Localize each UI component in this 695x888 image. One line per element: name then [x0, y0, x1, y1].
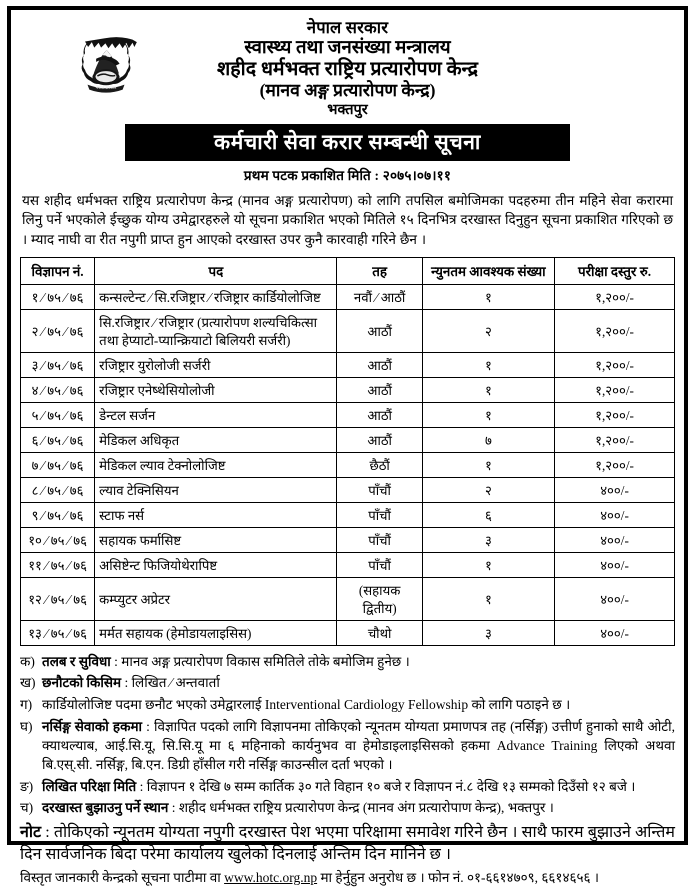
- cell-fee: १,२००/-: [555, 309, 675, 352]
- footer-after-link: मा हेर्नुहुन अनुरोध छ । फोन नं. ०१-६६१४७०९, ६६१४६५६ ।: [317, 870, 600, 886]
- org-line-ministry: स्वास्थ्य तथा जनसंख्या मन्त्रालय: [244, 37, 451, 58]
- table-row: [21, 477, 675, 502]
- cell-quantity: १: [422, 284, 554, 309]
- cell-ad-no: ५ ⁄ ७५ ⁄ ७६: [21, 402, 95, 427]
- cell-level: आठौं: [337, 309, 422, 352]
- note-body: [42, 673, 675, 692]
- table-row: [21, 452, 675, 477]
- note-marker: घ): [20, 718, 33, 734]
- note-marker: ग): [20, 696, 33, 712]
- post-line-1: ल्याव टेक्निसियन: [99, 482, 179, 498]
- cell-level: आठौं: [337, 402, 422, 427]
- post-line-1: रजिष्ट्रार एनेष्थेसियोलोजी: [99, 382, 215, 398]
- cell-level: पाँचौं: [337, 477, 422, 502]
- cell-fee: ४००/-: [555, 502, 675, 527]
- footnote: [20, 820, 675, 864]
- table-row: [21, 427, 675, 452]
- cell-quantity: १: [422, 577, 554, 620]
- header-post: पद: [95, 257, 337, 284]
- table-row: [21, 377, 675, 402]
- cell-level: पाँचौं: [337, 552, 422, 577]
- cell-quantity: ७: [422, 427, 554, 452]
- note-marker: च): [20, 800, 34, 816]
- note-body: [42, 717, 675, 774]
- cell-ad-no: १२ ⁄ ७५ ⁄ ७६: [21, 577, 95, 620]
- table-row: [21, 309, 675, 352]
- website-link[interactable]: www.hotc.org.np: [224, 870, 318, 886]
- note-item: [20, 717, 675, 774]
- cell-fee: ४००/-: [555, 527, 675, 552]
- header-fee: परीक्षा दस्तुर रु.: [555, 257, 675, 284]
- cell-quantity: १: [422, 452, 554, 477]
- cell-quantity: १: [422, 377, 554, 402]
- cell-quantity: ३: [422, 527, 554, 552]
- footnote-label: नोट: [20, 823, 42, 841]
- note-text: : मानव अङ्ग प्रत्यारोपण विकास समितिले तोके बमोजिम हुनेछ ।: [110, 653, 410, 669]
- note-text: : विज्ञापित पदको लागि विज्ञापनमा तोकिएको न्यूनतम योग्यता प्रमाणपत्र तह (नर्सिङ्ग) उत्तीर्ण हुनाको साथै ओटी, क्याथल्याब, आई.सि.यू, सि.सि.यू मा ६ महिनाको कार्यनुभव वा हेमोडाइलाइसिसको हकमा Advance Training लिएको अथवा बि.एस्.सी. नर्सिङ्ग, बि.एन. डिग्री हाँसील गरी नर्सिङ्ग काउन्सील दर्ता भएको ।: [42, 718, 675, 772]
- note-item: [20, 673, 675, 692]
- cell-post: [95, 377, 337, 402]
- cell-fee: १,२००/-: [555, 402, 675, 427]
- cell-fee: ४००/-: [555, 620, 675, 645]
- post-line-1: रजिष्ट्रार युरोलोजी सर्जरी: [99, 357, 211, 373]
- post-line-2: तथा हेप्याटो-प्यान्क्रियाटो बिलियरी सर्जरी): [99, 332, 291, 348]
- org-line-government: नेपाल सरकार: [306, 18, 389, 37]
- cell-post: [95, 402, 337, 427]
- cell-ad-no: ८ ⁄ ७५ ⁄ ७६: [21, 477, 95, 502]
- cell-fee: १,२००/-: [555, 284, 675, 309]
- cell-post: [95, 352, 337, 377]
- cell-fee: १,२००/-: [555, 427, 675, 452]
- notice-header: [20, 15, 675, 184]
- post-line-1: सहायक फर्मासिष्ट: [99, 532, 182, 548]
- note-body: [42, 695, 675, 714]
- note-body: [42, 798, 675, 817]
- org-line-center-sub: (मानव अङ्ग प्रत्यारोपण केन्द्र): [259, 80, 436, 101]
- cell-ad-no: २ ⁄ ७५ ⁄ ७६: [21, 309, 95, 352]
- post-line-1: असिष्टेन्ट फिजियोथेरापिष्ट: [99, 557, 218, 573]
- cell-level: छैठौं: [337, 452, 422, 477]
- notice-title-banner: कर्मचारी सेवा करार सम्बन्धी सूचना: [125, 124, 570, 161]
- notes-section: [20, 652, 675, 820]
- org-line-location: भक्तपुर: [327, 102, 368, 119]
- cell-ad-no: १३ ⁄ ७५ ⁄ ७६: [21, 620, 95, 645]
- table-header-row: [21, 257, 675, 284]
- header-ad-no: विज्ञापन नं.: [21, 257, 95, 284]
- cell-fee: ४००/-: [555, 477, 675, 502]
- note-item: [20, 695, 675, 714]
- cell-level: आठौं: [337, 352, 422, 377]
- table-row: [21, 502, 675, 527]
- cell-post: [95, 527, 337, 552]
- cell-quantity: २: [422, 309, 554, 352]
- note-body: [42, 652, 675, 671]
- cell-ad-no: ९ ⁄ ७५ ⁄ ७६: [21, 502, 95, 527]
- org-line-center: शहीद धर्मभक्त राष्ट्रिय प्रत्यारोपण केन्द्र: [217, 58, 478, 80]
- nepal-government-emblem-icon: [75, 23, 137, 97]
- note-text: : विज्ञापन १ देखि ७ सम्म कार्तिक ३० गते विहान १० बजे र विज्ञापन नं.८ देखि १३ सम्मको दिउँसो १२ बजे ।: [136, 778, 636, 794]
- cell-level: चौथो: [337, 620, 422, 645]
- cell-ad-no: ७ ⁄ ७५ ⁄ ७६: [21, 452, 95, 477]
- note-marker: ख): [20, 675, 36, 691]
- note-text: कार्डियोलोजिष्ट पदमा छनौट भएको उमेद्वारलाई Interventional Cardiology Fellowship को लागि पठाइने छ ।: [42, 696, 571, 712]
- footnote-text: : तोकिएको न्यूनतम योग्यता नपुगी दरखास्त पेश भएमा परिक्षामा समावेश गरिने छैन । साथै फारम बुझाउने अन्तिम दिन सार्वजनिक बिदा परेमा कार्यालय खुलेको दिनलाई अन्तिम दिन मानिने छ ।: [20, 823, 675, 863]
- note-marker: क): [20, 653, 35, 669]
- note-label: दरखास्त बुझाउनु पर्ने स्थान: [42, 800, 169, 816]
- cell-level: आठौं: [337, 427, 422, 452]
- cell-quantity: ३: [422, 620, 554, 645]
- cell-post: [95, 452, 337, 477]
- table-row: [21, 577, 675, 620]
- table-row: [21, 620, 675, 645]
- cell-post: [95, 552, 337, 577]
- cell-level: (सहायक द्वितीय): [337, 577, 422, 620]
- header-quantity: न्युनतम आवश्यक संख्या: [422, 257, 554, 284]
- cell-quantity: २: [422, 477, 554, 502]
- post-line-1: डेन्टल सर्जन: [99, 407, 156, 423]
- cell-post: [95, 284, 337, 309]
- table-row: [21, 527, 675, 552]
- cell-ad-no: १ ⁄ ७५ ⁄ ७६: [21, 284, 95, 309]
- cell-post: [95, 477, 337, 502]
- post-line-1: मेडिकल ल्याव टेक्नोलोजिष्ट: [99, 457, 226, 473]
- note-body: [42, 777, 675, 796]
- cell-level: पाँचौं: [337, 502, 422, 527]
- cell-ad-no: ११ ⁄ ७५ ⁄ ७६: [21, 552, 95, 577]
- cell-post: [95, 577, 337, 620]
- table-row: [21, 402, 675, 427]
- cell-level: आठौं: [337, 377, 422, 402]
- footer-contact-line: [20, 869, 675, 888]
- cell-post: [95, 620, 337, 645]
- cell-quantity: १: [422, 402, 554, 427]
- footnote-body: [20, 820, 675, 864]
- cell-quantity: १: [422, 552, 554, 577]
- cell-ad-no: ६ ⁄ ७५ ⁄ ७६: [21, 427, 95, 452]
- cell-post: [95, 502, 337, 527]
- cell-fee: १,२००/-: [555, 352, 675, 377]
- note-marker: ङ): [20, 778, 34, 794]
- svg-text:नेपाल सरकार: नेपाल सरकार: [95, 84, 117, 90]
- post-line-1: स्टाफ नर्स: [99, 507, 145, 523]
- table-row: [21, 352, 675, 377]
- note-label: छनौटको किसिम: [42, 675, 122, 691]
- note-label: तलब र सुविधा: [42, 653, 111, 669]
- cell-fee: ४००/-: [555, 552, 675, 577]
- table-row: [21, 284, 675, 309]
- note-text: : शहीद धर्मभक्त राष्ट्रिय प्रत्यारोपण केन्द्र (मानव अंग प्रत्यारोपाण केन्द्र), भक्तपुर ।: [168, 800, 554, 816]
- header-level: तह: [337, 257, 422, 284]
- vacancy-table: [20, 257, 675, 646]
- cell-quantity: ६: [422, 502, 554, 527]
- cell-fee: ४००/-: [555, 577, 675, 620]
- note-text: : लिखित ⁄ अन्तवार्ता: [121, 675, 220, 691]
- table-row: [21, 552, 675, 577]
- post-line-1: कम्प्युटर अप्रेटर: [99, 591, 171, 607]
- post-line-1: मेडिकल अधिकृत: [99, 432, 180, 448]
- cell-level: नवौं ⁄ आठौं: [337, 284, 422, 309]
- cell-post: [95, 427, 337, 452]
- note-label: लिखित परिक्षा मिति: [42, 778, 137, 794]
- table-body: [21, 284, 675, 645]
- notice-frame: [7, 6, 688, 886]
- cell-quantity: १: [422, 352, 554, 377]
- note-item: [20, 777, 675, 796]
- cell-fee: १,२००/-: [555, 452, 675, 477]
- cell-ad-no: ४ ⁄ ७५ ⁄ ७६: [21, 377, 95, 402]
- cell-ad-no: १० ⁄ ७५ ⁄ ७६: [21, 527, 95, 552]
- note-item: [20, 798, 675, 817]
- intro-paragraph: यस शहीद धर्मभक्त राष्ट्रिय प्रत्यारोपण केन्द्र (मानव अङ्ग प्रत्यारोपण) को लागि तपसिल बमोजिमका पदहरुमा तीन महिने सेवा करारमा लिनु पर्ने भएकोले ईच्छुक योग्य उमेद्वारहरुले यो सूचना प्रकाशित भएको मितिले १५ दिनभित्र दरखास्त दिनुहुन सूचना प्रकाशित गरिएको छ । म्याद नाघी वा रीत नपुगी प्राप्त हुन आएको दरखास्त उपर कुनै कारवाही गरिने छैन ।: [22, 192, 673, 247]
- cell-post: [95, 309, 337, 352]
- cell-fee: १,२००/-: [555, 377, 675, 402]
- note-item: [20, 652, 675, 671]
- post-line-1: सि.रजिष्ट्रार ⁄ रजिष्ट्रार (प्रत्यारोपण शल्यचिकित्सा: [99, 314, 318, 330]
- post-line-1: मर्मत सहायक (हेमोडायलाइसिस): [99, 625, 252, 641]
- footer-before-link: विस्तृत जानकारी केन्द्रको सूचना पाटीमा वा: [20, 870, 225, 886]
- cell-level: पाँचौं: [337, 527, 422, 552]
- post-line-1: कन्सल्टेन्ट ⁄ सि.रजिष्ट्रार ⁄ रजिष्ट्रार कार्डियोलोजिष्ट: [99, 289, 321, 305]
- publication-date: प्रथम पटक प्रकाशित मिति : २०७५।०७।११: [243, 167, 452, 183]
- cell-ad-no: ३ ⁄ ७५ ⁄ ७६: [21, 352, 95, 377]
- note-label: नर्सिङ्ग सेवाको हकमा: [42, 718, 143, 734]
